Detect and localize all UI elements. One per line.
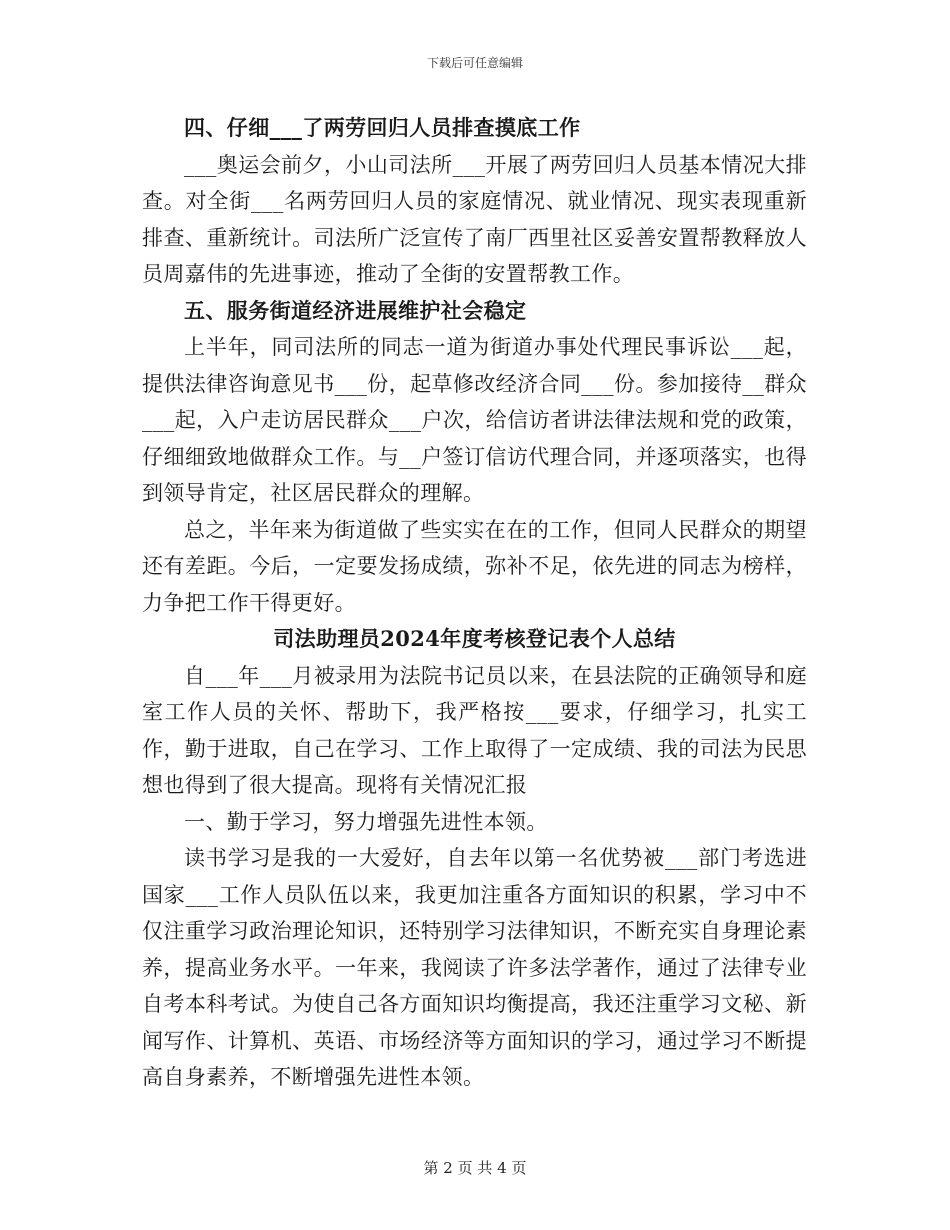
section-heading-1: 一、勤于学习，努力增强先进性本领。 <box>184 809 548 834</box>
section-heading-4: 四、仔细___了两劳回归人员排查摸底工作 <box>184 115 581 140</box>
paragraph: 总之，半年来为街道做了些实实在在的工作，但同人民群众的期望还有差距。今后，一定要发扬成绩，弥补不足，依先进的同志为榜样，力争把工作干得更好。 <box>142 517 807 615</box>
page-header-note: 下载后可任意编辑 <box>426 56 523 70</box>
page-number: 第 2 页 共 4 页 <box>423 1159 527 1177</box>
document-title: 司法助理员2024年度考核登记表个人总结 <box>273 626 676 651</box>
paragraph: 上半年，同司法所的同志一道为街道办事处代理民事诉讼___起，提供法律咨询意见书___份，起草修改经济合同___份。参加接待__群众___起，入户走访居民群众___户次，给信访者讲法律法规和党的政策，仔细细致地做群众工作。与__户签订信访代理合同，并逐项落实，也得到领导肯定，社区居民群众的理解。 <box>142 335 807 505</box>
section-heading-5: 五、服务街道经济进展维护社会稳定 <box>184 297 527 323</box>
paragraph: 自___年___月被录用为法院书记员以来，在县法院的正确领导和庭室工作人员的关怀、帮助下，我严格按___要求，仔细学习，扎实工作，勤于进取，自己在学习、工作上取得了一定成绩、我的司法为民思想也得到了很大提高。现将有关情况汇报 <box>142 663 807 797</box>
paragraph: ___奥运会前夕，小山司法所___开展了两劳回归人员基本情况大排查。对全街___名两劳回归人员的家庭情况、就业情况、现实表现重新排查、重新统计。司法所广泛宣传了南厂西里社区妥善安置帮教释放人员周嘉伟的先进事迹，推动了全街的安置帮教工作。 <box>142 152 807 286</box>
document-body <box>142 110 807 1096</box>
paragraph: 读书学习是我的一大爱好，自去年以第一名优势被___部门考选进国家___工作人员队伍以来，我更加注重各方面知识的积累，学习中不仅注重学习政治理论知识，还特别学习法律知识，不断充实自身理论素养，提高业务水平。一年来，我阅读了许多法学著作，通过了法律专业自考本科考试。为使自己各方面知识均衡提高，我还注重学习文秘、新闻写作、计算机、英语、市场经济等方面知识的学习，通过学习不断提高自身素养，不断增强先进性本领。 <box>142 846 807 1089</box>
